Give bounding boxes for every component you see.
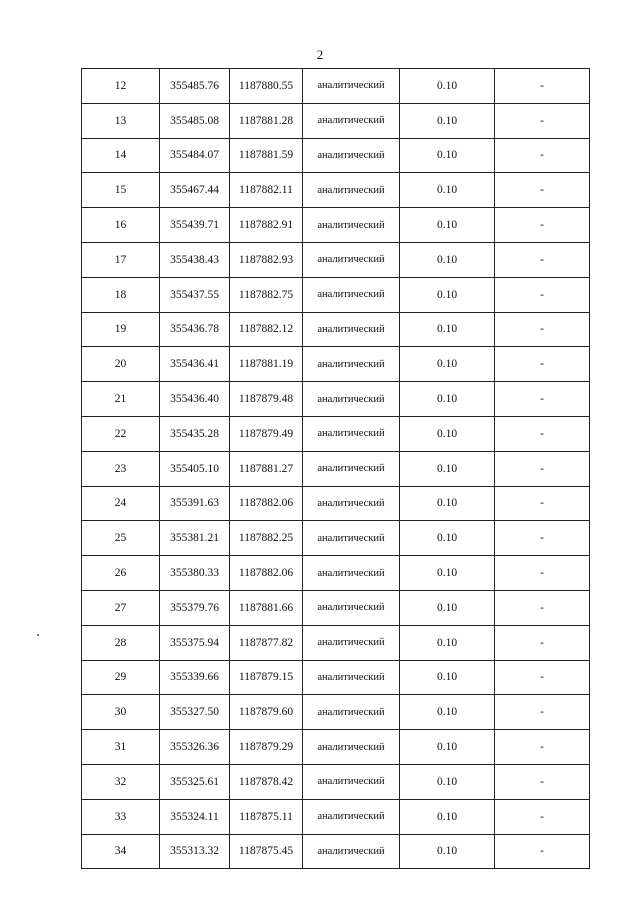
accuracy-cell: 0.10 [400,347,495,382]
scan-dot-mark [37,634,39,636]
accuracy-cell: 0.10 [400,834,495,869]
x-coordinate-cell: 355405.10 [160,451,230,486]
table-row [82,69,590,104]
accuracy-cell: 0.10 [400,764,495,799]
x-coordinate-cell: 355380.33 [160,556,230,591]
method-cell: аналитический [303,695,400,730]
point-number-cell: 26 [82,556,160,591]
x-coordinate-cell: 355379.76 [160,590,230,625]
table-row [82,347,590,382]
y-coordinate-cell: 1187878.42 [230,764,303,799]
x-coordinate-cell: 355325.61 [160,764,230,799]
x-coordinate-cell: 355391.63 [160,486,230,521]
table-row [82,173,590,208]
description-cell: - [495,173,590,208]
y-coordinate-cell: 1187882.93 [230,242,303,277]
y-coordinate-cell: 1187882.06 [230,556,303,591]
accuracy-cell: 0.10 [400,590,495,625]
table-row [82,138,590,173]
y-coordinate-cell: 1187882.11 [230,173,303,208]
point-number-cell: 30 [82,695,160,730]
description-cell: - [495,138,590,173]
table-row [82,590,590,625]
point-number-cell: 27 [82,590,160,625]
x-coordinate-cell: 355324.11 [160,799,230,834]
table-row [82,277,590,312]
point-number-cell: 23 [82,451,160,486]
accuracy-cell: 0.10 [400,625,495,660]
description-cell: - [495,416,590,451]
point-number-cell: 22 [82,416,160,451]
y-coordinate-cell: 1187882.91 [230,208,303,243]
point-number-cell: 19 [82,312,160,347]
accuracy-cell: 0.10 [400,277,495,312]
accuracy-cell: 0.10 [400,138,495,173]
accuracy-cell: 0.10 [400,208,495,243]
accuracy-cell: 0.10 [400,451,495,486]
x-coordinate-cell: 355436.41 [160,347,230,382]
point-number-cell: 18 [82,277,160,312]
description-cell: - [495,486,590,521]
y-coordinate-cell: 1187879.49 [230,416,303,451]
method-cell: аналитический [303,138,400,173]
description-cell: - [495,590,590,625]
table-row [82,730,590,765]
point-number-cell: 29 [82,660,160,695]
table-row [82,382,590,417]
x-coordinate-cell: 355375.94 [160,625,230,660]
method-cell: аналитический [303,416,400,451]
y-coordinate-cell: 1187882.75 [230,277,303,312]
x-coordinate-cell: 355439.71 [160,208,230,243]
y-coordinate-cell: 1187881.59 [230,138,303,173]
method-cell: аналитический [303,486,400,521]
description-cell: - [495,69,590,104]
description-cell: - [495,556,590,591]
x-coordinate-cell: 355467.44 [160,173,230,208]
description-cell: - [495,660,590,695]
method-cell: аналитический [303,312,400,347]
description-cell: - [495,208,590,243]
table-row [82,208,590,243]
method-cell: аналитический [303,69,400,104]
description-cell: - [495,347,590,382]
method-cell: аналитический [303,382,400,417]
method-cell: аналитический [303,730,400,765]
point-number-cell: 14 [82,138,160,173]
method-cell: аналитический [303,834,400,869]
x-coordinate-cell: 355313.32 [160,834,230,869]
coordinates-table-body [82,69,590,869]
description-cell: - [495,382,590,417]
point-number-cell: 32 [82,764,160,799]
description-cell: - [495,451,590,486]
point-number-cell: 16 [82,208,160,243]
table-row [82,451,590,486]
x-coordinate-cell: 355326.36 [160,730,230,765]
coordinates-table [81,68,590,869]
table-row [82,660,590,695]
table-row [82,556,590,591]
y-coordinate-cell: 1187881.27 [230,451,303,486]
method-cell: аналитический [303,764,400,799]
accuracy-cell: 0.10 [400,103,495,138]
accuracy-cell: 0.10 [400,660,495,695]
table-row [82,416,590,451]
table-row [82,242,590,277]
table-row [82,103,590,138]
x-coordinate-cell: 355339.66 [160,660,230,695]
accuracy-cell: 0.10 [400,556,495,591]
point-number-cell: 31 [82,730,160,765]
description-cell: - [495,834,590,869]
y-coordinate-cell: 1187875.45 [230,834,303,869]
method-cell: аналитический [303,242,400,277]
y-coordinate-cell: 1187880.55 [230,69,303,104]
accuracy-cell: 0.10 [400,799,495,834]
method-cell: аналитический [303,556,400,591]
y-coordinate-cell: 1187879.15 [230,660,303,695]
point-number-cell: 28 [82,625,160,660]
x-coordinate-cell: 355485.76 [160,69,230,104]
method-cell: аналитический [303,173,400,208]
point-number-cell: 13 [82,103,160,138]
y-coordinate-cell: 1187881.66 [230,590,303,625]
y-coordinate-cell: 1187877.82 [230,625,303,660]
description-cell: - [495,103,590,138]
accuracy-cell: 0.10 [400,416,495,451]
y-coordinate-cell: 1187881.28 [230,103,303,138]
method-cell: аналитический [303,660,400,695]
description-cell: - [495,764,590,799]
x-coordinate-cell: 355435.28 [160,416,230,451]
method-cell: аналитический [303,590,400,625]
y-coordinate-cell: 1187879.48 [230,382,303,417]
accuracy-cell: 0.10 [400,730,495,765]
method-cell: аналитический [303,521,400,556]
method-cell: аналитический [303,451,400,486]
method-cell: аналитический [303,277,400,312]
table-row [82,764,590,799]
method-cell: аналитический [303,208,400,243]
description-cell: - [495,730,590,765]
description-cell: - [495,277,590,312]
y-coordinate-cell: 1187879.60 [230,695,303,730]
accuracy-cell: 0.10 [400,69,495,104]
y-coordinate-cell: 1187882.12 [230,312,303,347]
method-cell: аналитический [303,625,400,660]
x-coordinate-cell: 355485.08 [160,103,230,138]
x-coordinate-cell: 355484.07 [160,138,230,173]
y-coordinate-cell: 1187881.19 [230,347,303,382]
accuracy-cell: 0.10 [400,173,495,208]
point-number-cell: 24 [82,486,160,521]
accuracy-cell: 0.10 [400,312,495,347]
method-cell: аналитический [303,347,400,382]
y-coordinate-cell: 1187875.11 [230,799,303,834]
x-coordinate-cell: 355436.40 [160,382,230,417]
accuracy-cell: 0.10 [400,521,495,556]
point-number-cell: 17 [82,242,160,277]
point-number-cell: 20 [82,347,160,382]
y-coordinate-cell: 1187882.06 [230,486,303,521]
y-coordinate-cell: 1187882.25 [230,521,303,556]
accuracy-cell: 0.10 [400,242,495,277]
point-number-cell: 12 [82,69,160,104]
point-number-cell: 25 [82,521,160,556]
point-number-cell: 33 [82,799,160,834]
y-coordinate-cell: 1187879.29 [230,730,303,765]
x-coordinate-cell: 355436.78 [160,312,230,347]
description-cell: - [495,695,590,730]
table-row [82,521,590,556]
x-coordinate-cell: 355438.43 [160,242,230,277]
description-cell: - [495,521,590,556]
description-cell: - [495,242,590,277]
description-cell: - [495,799,590,834]
accuracy-cell: 0.10 [400,486,495,521]
method-cell: аналитический [303,103,400,138]
point-number-cell: 21 [82,382,160,417]
description-cell: - [495,625,590,660]
method-cell: аналитический [303,799,400,834]
point-number-cell: 34 [82,834,160,869]
table-row [82,486,590,521]
x-coordinate-cell: 355381.21 [160,521,230,556]
table-row [82,625,590,660]
table-row [82,312,590,347]
table-row [82,834,590,869]
table-row [82,695,590,730]
x-coordinate-cell: 355437.55 [160,277,230,312]
accuracy-cell: 0.10 [400,382,495,417]
table-row [82,799,590,834]
page-number: 2 [316,47,324,62]
accuracy-cell: 0.10 [400,695,495,730]
x-coordinate-cell: 355327.50 [160,695,230,730]
point-number-cell: 15 [82,173,160,208]
description-cell: - [495,312,590,347]
